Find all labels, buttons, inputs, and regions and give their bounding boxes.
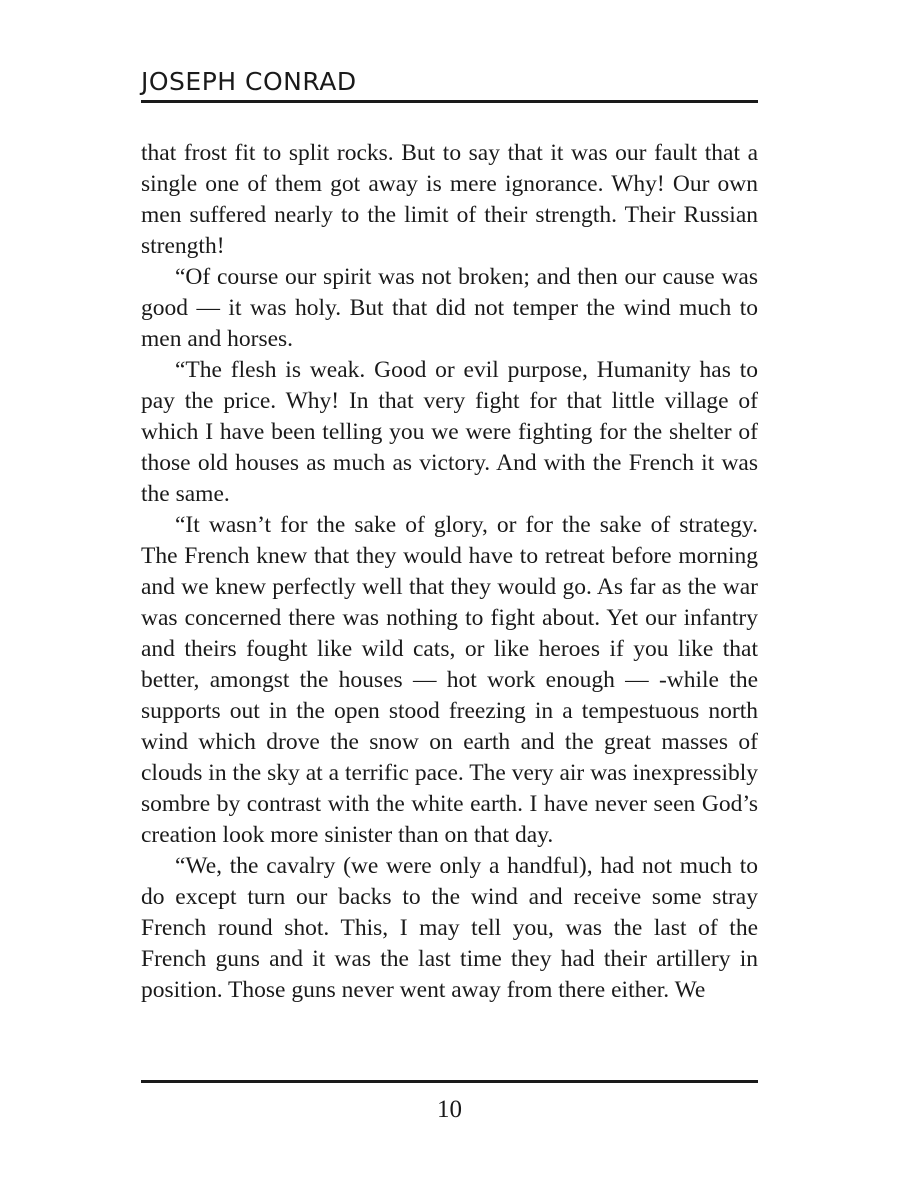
paragraph: “The flesh is weak. Good or evil purpose, Humanity has to pay the price. Why! In that very fight for that little village of which I have been telling you we were fighting for the shelter of those old houses as much as victory. And with the French it was the same. [141, 357, 758, 507]
paragraph: that frost fit to split rocks. But to say that it was our fault that a single one of them got away is mere ignorance. Why! Our own men suffered nearly to the limit of their strength. Their Russian strength! [141, 140, 758, 259]
paragraph: “Of course our spirit was not broken; and then our cause was good — it was holy. But that did not temper the wind much to men and horses. [141, 264, 758, 352]
paragraph: “It wasn’t for the sake of glory, or for the sake of strategy. The French knew that they would have to retreat before morning and we knew perfectly well that they would go. As far as the war was concerned there was nothing to fight about. Yet our infantry and theirs fought like wild cats, or like heroes if you like that better, amongst the houses — hot work enough — -while the supports out in the open stood freezing in a tempestuous north wind which drove the snow on earth and the great masses of clouds in the sky at a terrific pace. The very air was inexpressibly sombre by contrast with the white earth. I have never seen God’s creation look more sinister than on that day. [141, 512, 758, 848]
paragraph: “We, the cavalry (we were only a handful), had not much to do except turn our backs to the wind and receive some stray French round shot. This, I may tell you, was the last of the French guns and it was the last time they had their artillery in position. Those guns never went away from there either. We [141, 853, 758, 1003]
running-head-author: JOSEPH CONRAD [141, 67, 357, 96]
header-rule [141, 100, 758, 103]
page-number: 10 [437, 1096, 462, 1123]
body-text [141, 138, 758, 1006]
footer-rule [141, 1080, 758, 1083]
